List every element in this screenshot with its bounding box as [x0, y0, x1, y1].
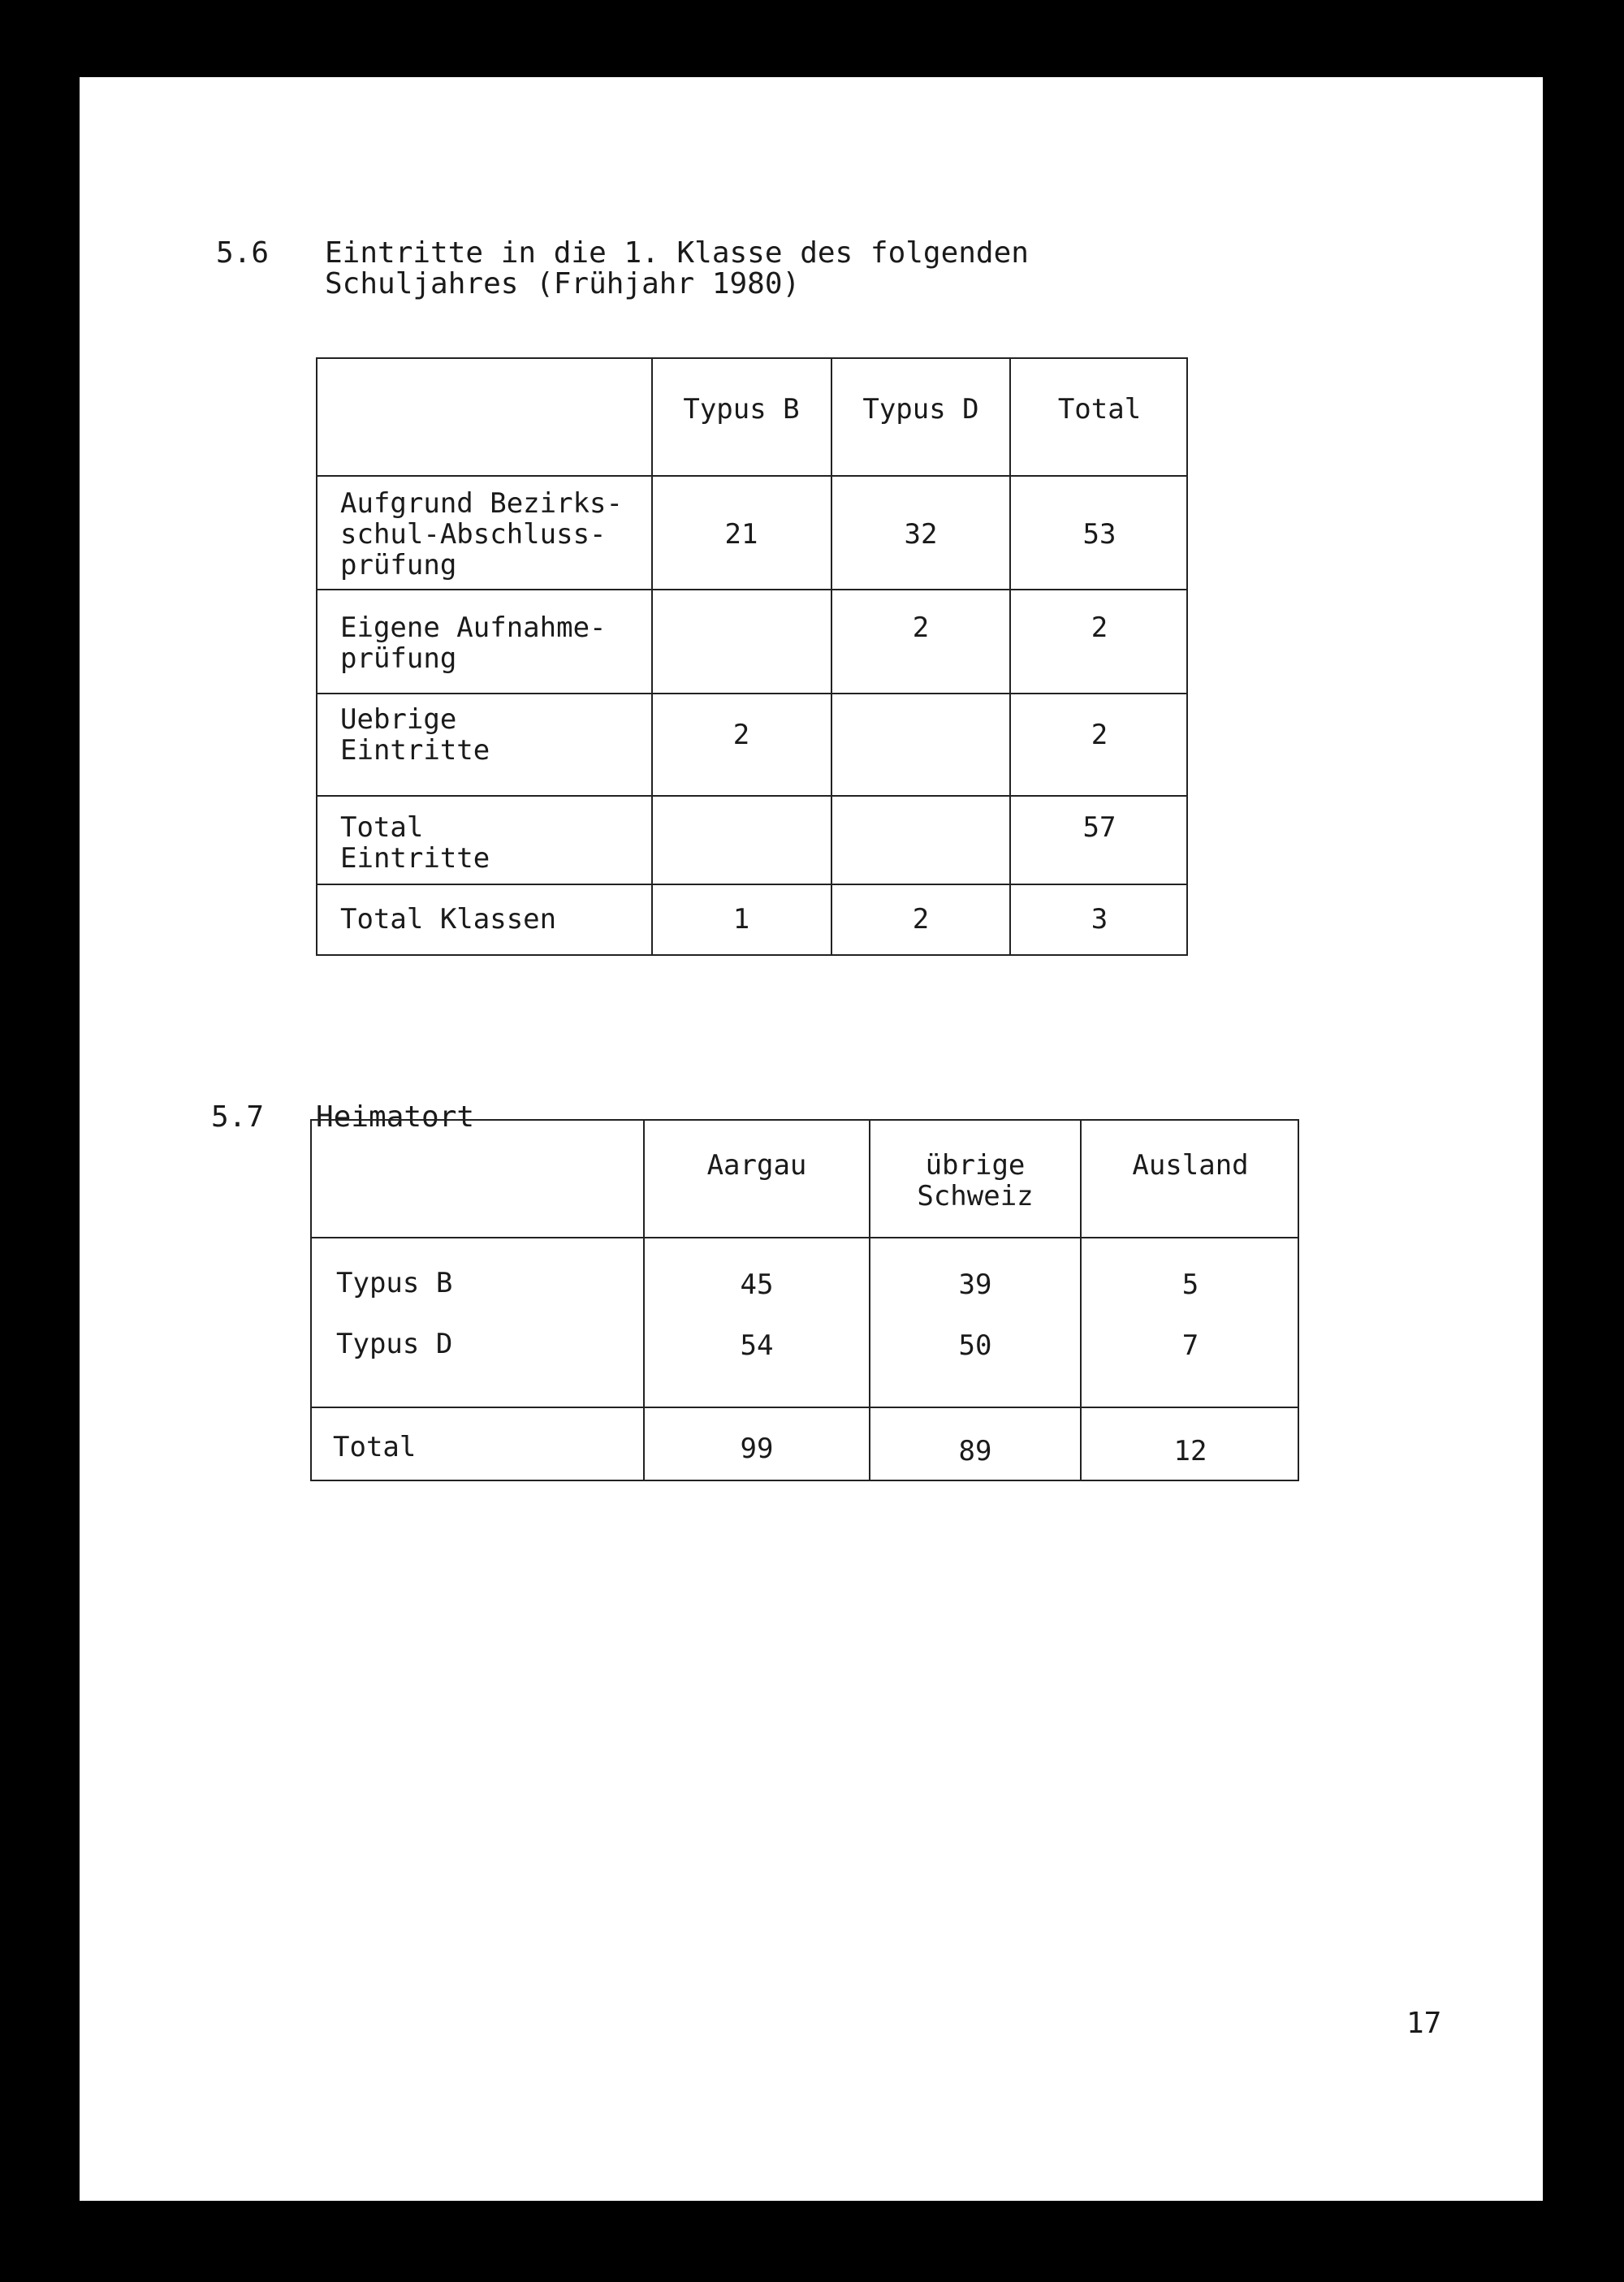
- section-56-title-line1: Eintritte in die 1. Klasse des folgenden: [325, 236, 1029, 270]
- cell-typus-d: 2: [912, 903, 930, 936]
- cell-typus-d: 2: [912, 612, 930, 644]
- cell-total: 53: [1082, 518, 1116, 551]
- row-label: Typus D: [336, 1328, 453, 1360]
- table-divider: [316, 475, 1188, 477]
- cell-ausland: 7: [1181, 1329, 1199, 1362]
- cell-uebrige-schweiz: 39: [958, 1268, 992, 1301]
- cell-aargau: 99: [740, 1433, 774, 1465]
- column-header-typus-d: Typus D: [862, 393, 979, 426]
- section-56-title-line2: Schuljahres (Frühjahr 1980): [325, 267, 801, 300]
- cell-total: 2: [1091, 612, 1108, 644]
- column-header-typus-b: Typus B: [683, 393, 800, 426]
- cell-aargau: 54: [740, 1329, 774, 1362]
- cell-total: 57: [1082, 811, 1116, 844]
- column-header-aargau: Aargau: [706, 1149, 807, 1182]
- column-header-uebrige-schweiz: übrige Schweiz: [917, 1149, 1034, 1212]
- cell-aargau: 45: [740, 1268, 774, 1301]
- row-label: Total: [333, 1431, 417, 1463]
- cell-typus-d: 32: [904, 518, 938, 551]
- section-57-title: Heimatort: [316, 1100, 475, 1134]
- section-57-number: 5.7: [211, 1100, 265, 1134]
- document-page: [80, 77, 1543, 2201]
- table-divider: [316, 795, 1188, 797]
- column-header-total: Total: [1057, 393, 1142, 426]
- table-divider: [316, 693, 1188, 694]
- table-divider: [1009, 357, 1011, 956]
- table-divider: [316, 589, 1188, 590]
- cell-ausland: 12: [1173, 1435, 1207, 1467]
- cell-uebrige-schweiz: 50: [958, 1329, 992, 1362]
- table-divider: [310, 1407, 1299, 1408]
- row-label: Typus B: [336, 1267, 453, 1299]
- section-56-number: 5.6: [216, 236, 270, 270]
- row-label: Aufgrund Bezirks- schul-Abschluss- prüfung: [340, 487, 623, 581]
- cell-total: 2: [1091, 719, 1108, 751]
- page-number: 17: [1406, 2007, 1442, 2040]
- row-label: Eigene Aufnahme- prüfung: [340, 612, 607, 675]
- row-label: Total Klassen: [340, 903, 557, 936]
- table-divider: [651, 357, 653, 956]
- table-divider: [316, 884, 1188, 885]
- column-header-ausland: Ausland: [1132, 1149, 1249, 1182]
- table-divider: [831, 357, 832, 956]
- cell-typus-b: 2: [732, 719, 750, 751]
- cell-total: 3: [1091, 903, 1108, 936]
- cell-typus-b: 1: [732, 903, 750, 936]
- row-label: Uebrige Eintritte: [340, 703, 490, 767]
- table-divider: [310, 1237, 1299, 1238]
- cell-ausland: 5: [1181, 1268, 1199, 1301]
- row-label: Total Eintritte: [340, 811, 490, 875]
- cell-uebrige-schweiz: 89: [958, 1435, 992, 1467]
- cell-typus-b: 21: [724, 518, 758, 551]
